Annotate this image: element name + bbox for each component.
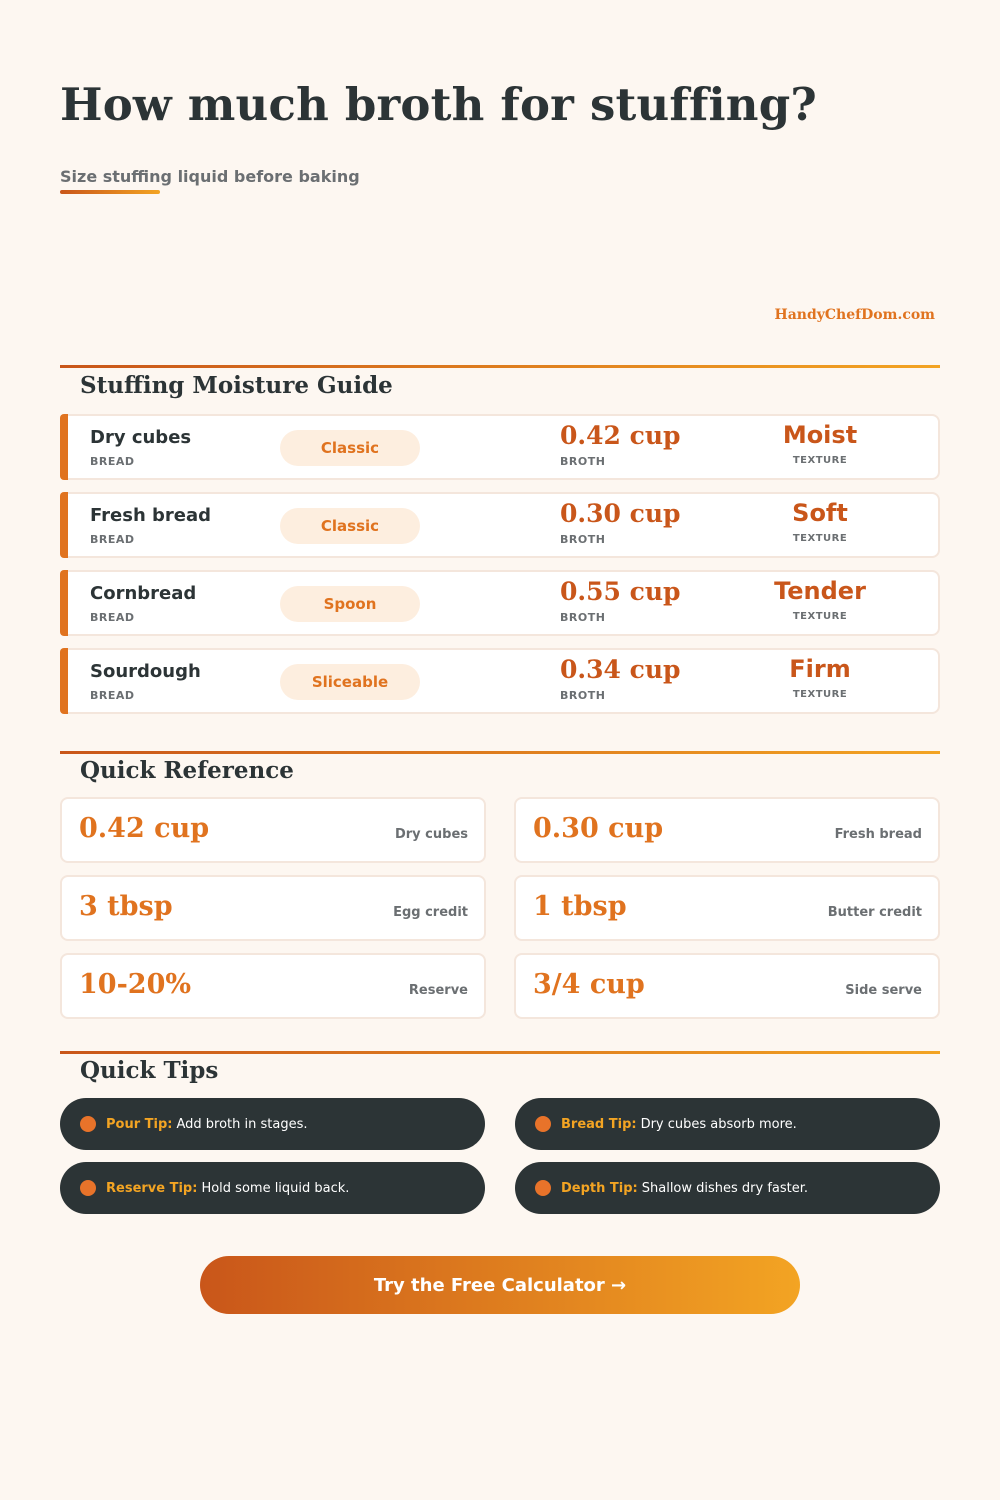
bullet-dot-icon (80, 1116, 96, 1132)
subtitle-underline (60, 190, 160, 194)
reference-label: Fresh bread (834, 827, 922, 842)
reference-value: 10-20% (79, 969, 192, 1000)
broth-amount: 0.30 cup (560, 499, 681, 528)
section-divider (60, 751, 940, 754)
tips-title: Quick Tips (80, 1057, 219, 1084)
reference-value: 3 tbsp (79, 891, 173, 922)
reference-card (60, 875, 486, 941)
brand-link[interactable]: HandyChefDom.com (774, 307, 935, 323)
bread-name: Fresh bread (90, 505, 212, 526)
texture-value: Moist (782, 421, 858, 449)
section-divider (60, 365, 940, 368)
broth-amount: 0.34 cup (560, 655, 681, 684)
broth-label: BROTH (560, 455, 606, 468)
reference-value: 0.42 cup (79, 813, 210, 844)
tip-pill (60, 1098, 485, 1150)
bread-name: Cornbread (90, 583, 197, 604)
reference-card (514, 953, 940, 1019)
free-calculator-button[interactable]: Try the Free Calculator → (200, 1256, 800, 1314)
reference-label: Egg credit (393, 905, 468, 920)
reference-value: 0.30 cup (533, 813, 664, 844)
texture-value: Soft (792, 499, 848, 527)
section-divider (60, 1051, 940, 1054)
row-accent-bar (60, 414, 68, 480)
row-accent-bar (60, 492, 68, 558)
reference-label: Dry cubes (394, 827, 468, 842)
broth-label: BROTH (560, 689, 606, 702)
bread-label: BREAD (90, 533, 135, 546)
reference-label: Side serve (845, 983, 922, 998)
reference-card (514, 797, 940, 863)
bread-label: BREAD (90, 611, 135, 624)
bullet-dot-icon (535, 1116, 551, 1132)
texture-label: TEXTURE (792, 611, 848, 622)
bread-name: Sourdough (90, 661, 201, 682)
tip-label: Depth Tip: (561, 1180, 638, 1196)
reference-value: 1 tbsp (533, 891, 627, 922)
reference-title: Quick Reference (80, 757, 294, 784)
tip-label: Reserve Tip: (106, 1180, 198, 1196)
style-badge: Classic (280, 508, 420, 544)
texture-value: Firm (789, 655, 851, 683)
tip-label: Bread Tip: (561, 1116, 637, 1132)
tip-text: Shallow dishes dry faster. (641, 1180, 809, 1196)
reference-card (60, 953, 486, 1019)
texture-label: TEXTURE (792, 689, 848, 700)
style-badge: Sliceable (280, 664, 420, 700)
style-badge: Spoon (280, 586, 420, 622)
tip-pill (515, 1162, 940, 1214)
texture-value: Tender (774, 577, 866, 605)
tip-pill (60, 1162, 485, 1214)
tip-text: Dry cubes absorb more. (640, 1116, 797, 1132)
texture-label: TEXTURE (792, 533, 848, 544)
reference-value: 3/4 cup (533, 969, 645, 1000)
tip-text: Add broth in stages. (176, 1116, 308, 1132)
broth-label: BROTH (560, 611, 606, 624)
broth-label: BROTH (560, 533, 606, 546)
page-subtitle: Size stuffing liquid before baking (60, 167, 360, 186)
reference-label: Butter credit (827, 905, 922, 920)
broth-amount: 0.55 cup (560, 577, 681, 606)
guide-row (60, 570, 940, 636)
tip-pill (515, 1098, 940, 1150)
bullet-dot-icon (80, 1180, 96, 1196)
row-accent-bar (60, 648, 68, 714)
bread-label: BREAD (90, 455, 135, 468)
guide-row (60, 648, 940, 714)
guide-row (60, 492, 940, 558)
guide-title: Stuffing Moisture Guide (80, 372, 393, 399)
bullet-dot-icon (535, 1180, 551, 1196)
reference-card (514, 875, 940, 941)
bread-name: Dry cubes (90, 427, 192, 448)
tip-text: Hold some liquid back. (201, 1180, 350, 1196)
reference-label: Reserve (408, 983, 468, 998)
texture-label: TEXTURE (792, 455, 848, 466)
row-accent-bar (60, 570, 68, 636)
broth-amount: 0.42 cup (560, 421, 681, 450)
page-title: How much broth for stuffing? (60, 78, 817, 131)
tip-label: Pour Tip: (106, 1116, 173, 1132)
bread-label: BREAD (90, 689, 135, 702)
style-badge: Classic (280, 430, 420, 466)
reference-card (60, 797, 486, 863)
guide-row (60, 414, 940, 480)
